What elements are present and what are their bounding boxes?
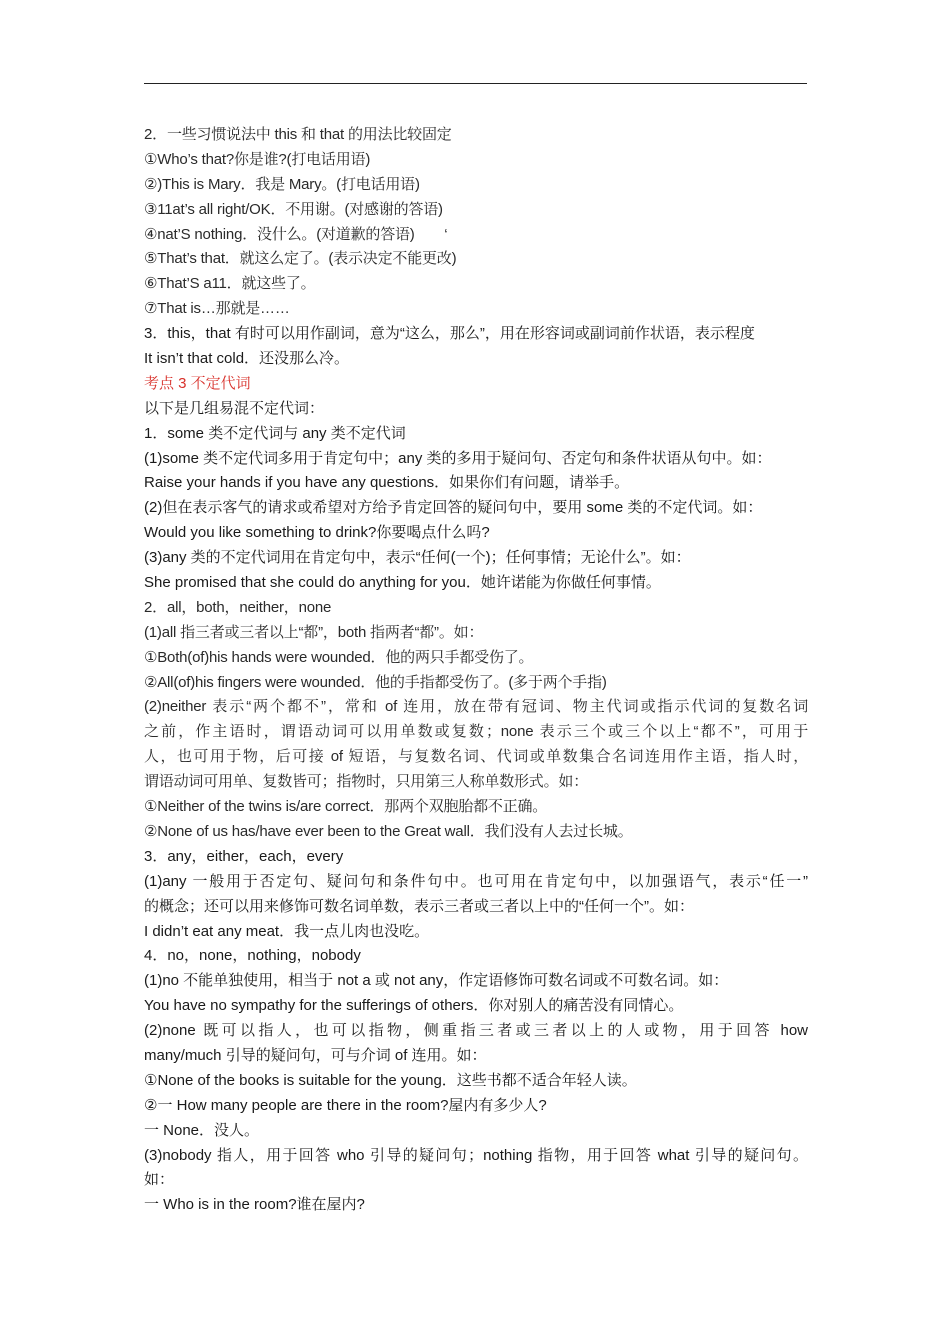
section-2-heading: 2．一些习惯说法中 this 和 that 的用法比较固定 bbox=[144, 126, 452, 143]
paragraph-line: (1)no 不能单独使用，相当于 not a 或 not any，作定语修饰可数名词或不可数名词。如： bbox=[144, 972, 729, 990]
example-line: ⑤That’s that．就这么定了。(表示决定不能更改) bbox=[144, 250, 457, 268]
example-line: 一 None．没人。 bbox=[144, 1121, 260, 1139]
paragraph-line: (3)any 类的不定代词用在肯定句中，表示“任何(一个)；任何事情；无论什么”。如： bbox=[144, 549, 691, 567]
example-line: ①Neither of the twins is/are correct．那两个双胞胎都不正确。 bbox=[144, 798, 548, 816]
paragraph-line: (2)neither 表示“两个都不”，常和 of 连用，放在带有冠词、物主代词或指示代词的复数名词 bbox=[144, 698, 808, 716]
example-line: ③11at’s all right/OK．不用谢。(对感谢的答语) bbox=[144, 200, 443, 218]
example-line: She promised that she could do anything for you．她许诺能为你做任何事情。 bbox=[144, 574, 661, 592]
paragraph-line: (2)但在表示客气的请求或希望对方给予肯定回答的疑问句中，要用 some 类的不定代词。如： bbox=[144, 499, 763, 517]
document-body bbox=[144, 123, 808, 1218]
header-rule bbox=[144, 83, 807, 84]
example-line: ②一 How many people are there in the room?屋内有多少人? bbox=[144, 1096, 547, 1114]
example-line: ④nat’S nothing．没什么。(对道歉的答语) ‘ bbox=[144, 225, 448, 243]
paragraph-line: many/much 引导的疑问句，可与介词 of 连用。如： bbox=[144, 1046, 487, 1064]
section-3-text: 3．this，that 有时可以用作副词，意为“这么，那么”，用在形容词或副词前作状语，表示程度 bbox=[144, 325, 755, 343]
paragraph-line: 如： bbox=[144, 1171, 175, 1189]
example-line: ⑦That is…那就是…… bbox=[144, 300, 290, 318]
example-line: ⑥That’S a11．就这些了。 bbox=[144, 275, 316, 293]
example-line: ②None of us has/have ever been to the Great wall．我们没有人去过长城。 bbox=[144, 822, 633, 840]
example-line: Raise your hands if you have any questions．如果你们有问题，请举手。 bbox=[144, 474, 630, 492]
paragraph-line: 人，也可用于物，后可接 of 短语，与复数名词、代词或单数集合名词连用作主语，指人时， bbox=[144, 748, 808, 766]
example-line: Would you like something to drink?你要喝点什么吗? bbox=[144, 524, 490, 542]
paragraph-line: (1)some 类不定代词多用于肯定句中；any 类的多用于疑问句、否定句和条件状语从句中。如： bbox=[144, 449, 772, 467]
example-line: I didn’t eat any meat．我一点儿肉也没吃。 bbox=[144, 922, 430, 940]
example-line: ①Both(of)his hands were wounded．他的两只手都受伤了。 bbox=[144, 648, 534, 666]
example-line: ①None of the books is suitable for the young．这些书都不适合年轻人读。 bbox=[144, 1071, 637, 1089]
paragraph-line: 以下是几组易混不定代词： bbox=[144, 399, 325, 417]
paragraph-line: (1)any 一般用于否定句、疑问句和条件句中。也可用在肯定句中，以加强语气，表示“任一” bbox=[144, 872, 808, 890]
example-line: You have no sympathy for the sufferings of others．你对别人的痛苦没有同情心。 bbox=[144, 997, 684, 1015]
paragraph-line: (3)nobody 指人，用于回答 who 引导的疑问句；nothing 指物，用于回答 what 引导的疑问句。 bbox=[144, 1146, 808, 1164]
paragraph-line: 之前，作主语时，谓语动词可以用单数或复数；none 表示三个或三个以上“都不”，可用于 bbox=[144, 723, 808, 741]
example-line: ②)This is Mary．我是 Mary。(打电话用语) bbox=[144, 175, 420, 193]
example-line: ②All(of)his fingers were wounded．他的手指都受伤了。(多于两个手指) bbox=[144, 673, 607, 691]
example-line: It isn’t that cold．还没那么冷。 bbox=[144, 350, 350, 368]
paragraph-line: 谓语动词可用单、复数皆可；指物时，只用第三人称单数形式。如： bbox=[144, 773, 589, 791]
example-line: 一 Who is in the room?谁在屋内? bbox=[144, 1196, 365, 1214]
subheading-any-either: 3．any，either，each，every bbox=[144, 847, 344, 865]
subheading-all-both: 2．all，both，neither，none bbox=[144, 598, 332, 616]
example-line: ①Who’s that?你是谁?(打电话用语) bbox=[144, 150, 371, 168]
kaodian-3-heading: 考点 3 不定代词 bbox=[144, 374, 251, 392]
subheading-some-any: 1．some 类不定代词与 any 类不定代词 bbox=[144, 424, 406, 442]
paragraph-line: (2)none 既可以指人，也可以指物，侧重指三者或三者以上的人或物，用于回答 how bbox=[144, 1022, 808, 1040]
subheading-no-none: 4．no，none，nothing，nobody bbox=[144, 947, 361, 965]
paragraph-line: 的概念；还可以用来修饰可数名词单数，表示三者或三者以上中的“任何一个”。如： bbox=[144, 897, 694, 915]
paragraph-line: (1)all 指三者或三者以上“都”，both 指两者“都”。如： bbox=[144, 623, 484, 641]
